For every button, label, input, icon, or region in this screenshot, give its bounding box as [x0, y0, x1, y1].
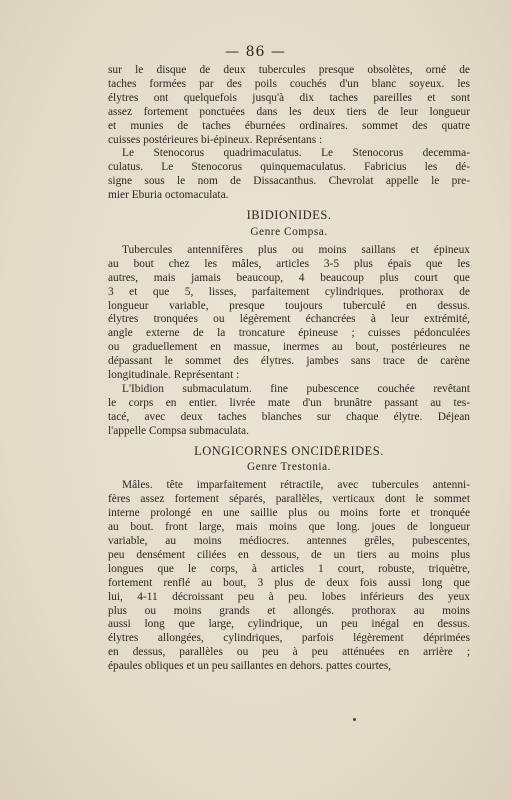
- text-line: longitudinale. Représentant :: [108, 369, 240, 382]
- text-line: longueur variable, presque toujours tuberculé en dessus.: [108, 299, 470, 312]
- ink-speck: [353, 718, 356, 721]
- paragraph-4: [108, 383, 470, 439]
- text-line: variable, au moins médiocres. antennes grêles, pubescentes,: [108, 535, 470, 547]
- text-line: élytres tronquées ou légèrement échancrées à leur extrémité,: [108, 313, 470, 326]
- text-line: le corps en entier. livrée mate d'un brunâtre passant au tes-: [108, 396, 470, 409]
- page-number: — 86 —: [225, 44, 286, 60]
- text-line: 3 et que 5, lisses, parfaitement cylindriques. prothorax de: [108, 285, 470, 298]
- text-line: mier Eburia octomaculata.: [108, 189, 229, 202]
- text-line: autres, mais jamais beaucoup, 4 beaucoup plus court que: [108, 271, 470, 284]
- text-line: élytres ont quelquefois jusqu'à dix taches pareilles et sont: [108, 91, 470, 104]
- text-line: élytres allongées, cylindriques, parfois légèrement déprimées: [108, 632, 470, 645]
- text-line: plus ou moins grands et allongés. prothorax au moins: [108, 604, 470, 617]
- text-line: interne prolongé en une saillie plus ou moins forte et tronquée: [108, 507, 470, 520]
- paragraph-1: [108, 64, 470, 147]
- text-line: Tubercules antennifères plus ou moins saillans et épineux: [122, 243, 470, 256]
- page-text: [108, 64, 470, 674]
- text-line: tacé, avec deux taches blanches sur chaque élytre. Déjean: [108, 410, 470, 423]
- text-line: culatus. Le Stenocorus quinquemaculatus. Fabricius les dé-: [108, 161, 470, 174]
- paragraph-3: [108, 244, 470, 383]
- genre-heading-trestonia: Genre Trestonia.: [247, 461, 331, 474]
- text-line: et munies de taches éburnées ordinaires. sommet des quatre: [108, 119, 470, 132]
- text-line: l'appelle Compsa submaculata.: [108, 424, 249, 437]
- text-line: cuisses postérieures bi-épineux. Représentans :: [108, 133, 323, 146]
- text-line: dépassant le sommet des élytres. jambes sans trace de carène: [108, 355, 470, 368]
- section-heading-ibidionides: IBIDIONIDES.: [246, 209, 332, 223]
- text-line: en dessus, parallèles ou peu à peu atténuées en arrière ;: [108, 646, 470, 659]
- text-line: épaules obliques et un peu saillantes en dehors. pattes courtes,: [108, 660, 392, 673]
- text-line: peu densément ciliées en dessous, de un tiers au moins plus: [108, 548, 470, 561]
- text-line: Le Stenocorus quadrimaculatus. Le Stenocorus decemma-: [122, 147, 470, 160]
- text-line: ou graduellement en massue, inermes au bout, postérieures ne: [108, 341, 470, 354]
- text-line: au bout. front large, mais moins que long. joues de longueur: [108, 521, 470, 534]
- genre-heading-compsa: Genre Compsa.: [250, 225, 328, 238]
- text-line: assez fortement ponctuées dans les deux tiers de leur longueur: [108, 105, 470, 118]
- text-line: Mâles. tête imparfaitement rétractile, avec tubercules antenni-: [122, 479, 470, 492]
- text-line: L'Ibidion submaculatum. fine pubescence couchée revêtant: [122, 382, 470, 395]
- text-line: angle externe de la troncature épineuse ; cuisses pédonculées: [108, 327, 470, 340]
- section-heading-onciderides: LONGICORNES ONCIDÉRIDES.: [194, 444, 384, 458]
- paragraph-5: [108, 479, 470, 674]
- text-line: fortement renflé au bout, 3 plus de deux fois aussi long que: [108, 576, 470, 589]
- text-line: sur le disque de deux tubercules presque obsolètes, orné de: [108, 64, 470, 76]
- text-line: aussi long que large, cylindrique, un peu inégal en dessus.: [108, 618, 470, 631]
- paragraph-2: [108, 147, 470, 203]
- text-line: signe sous le nom de Dissacanthus. Chevrolat appelle le pre-: [108, 175, 470, 188]
- text-line: au bout chez les mâles, articles 3-5 plus épais que les: [108, 257, 470, 270]
- text-line: fères assez fortement séparés, parallèles, verticaux dont le sommet: [108, 493, 470, 506]
- text-line: taches formées par des poils couchés d'un blanc soyeux. les: [108, 77, 470, 90]
- text-line: longues que le corps, à articles 1 court, robuste, triquètre,: [108, 562, 470, 575]
- text-line: lui, 4-11 décroissant peu à peu. lobes inférieurs des yeux: [108, 590, 470, 603]
